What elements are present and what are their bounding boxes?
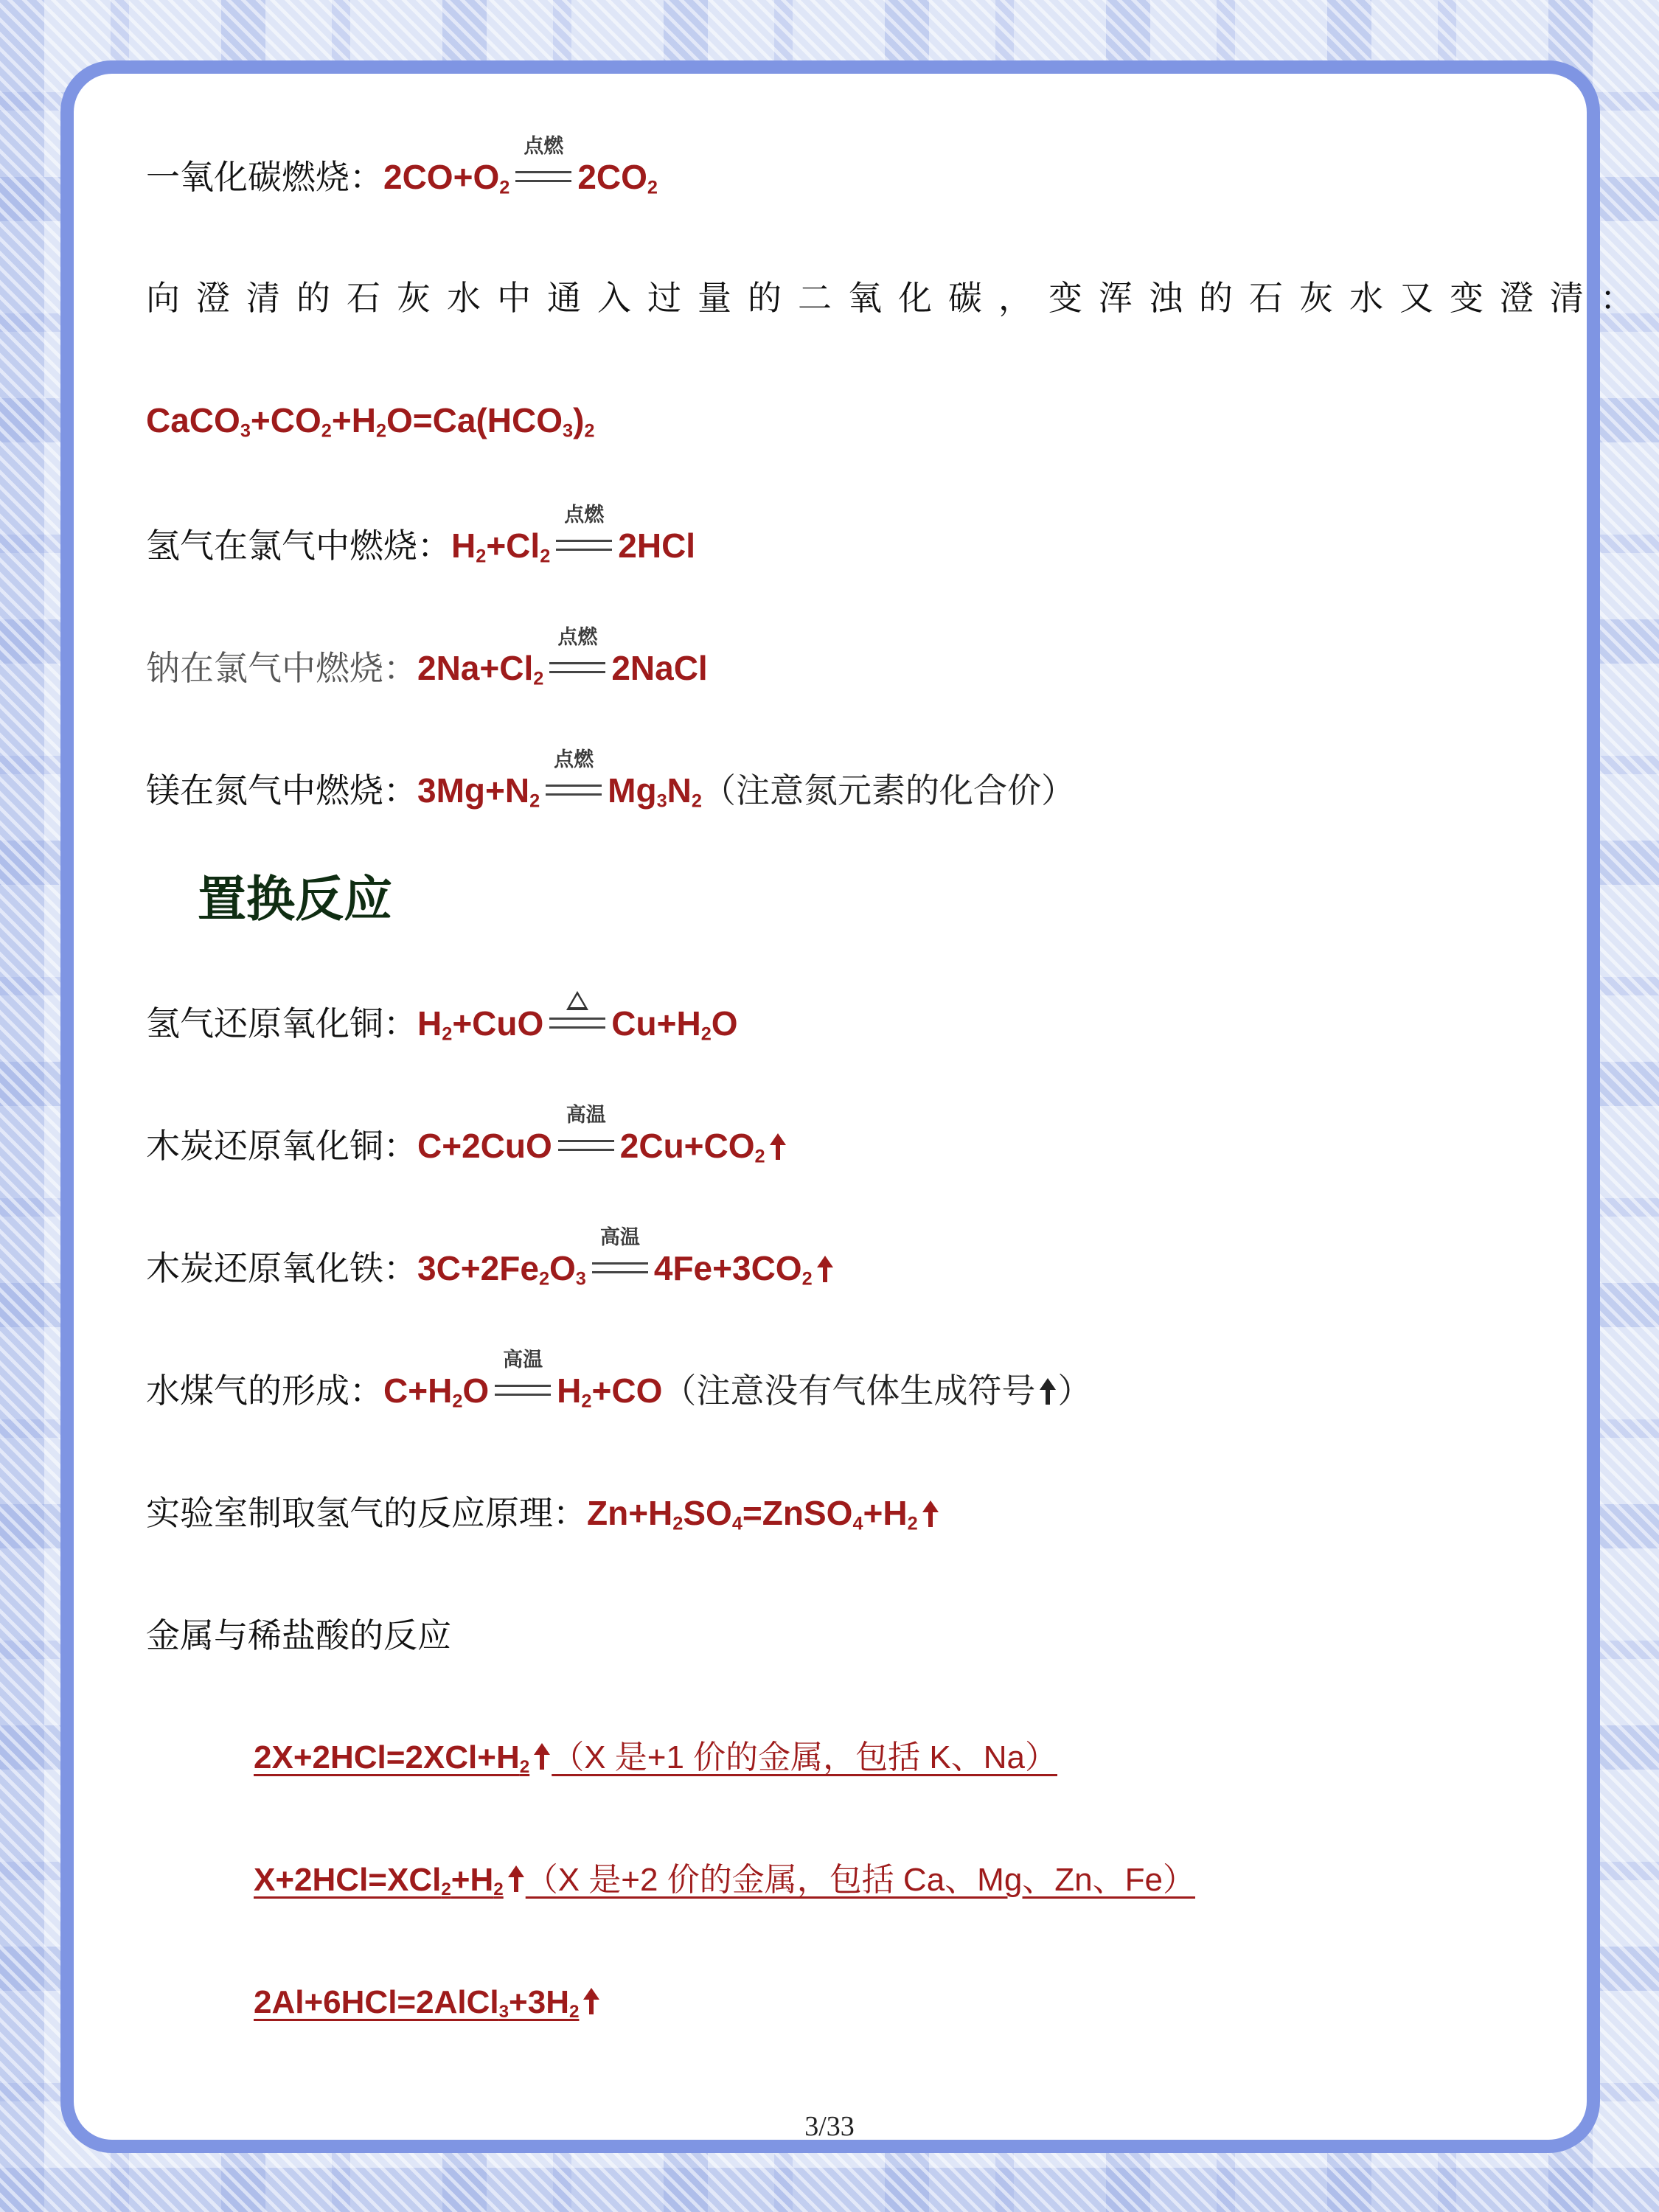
page-number: 3/33 xyxy=(804,2111,855,2142)
reaction-condition: 高温 xyxy=(558,1127,614,1156)
equation-line-carbon-iron-oxide xyxy=(146,1225,835,1290)
reaction-condition: 高温 xyxy=(592,1249,648,1279)
equation-line-lab-hydrogen xyxy=(146,1491,940,1535)
reaction-condition: 点燃 xyxy=(546,771,602,801)
equation: $2CO+O_2$ 点燃 $2CO_2$ xyxy=(383,134,658,198)
equation: $C+H_2O$ 高温 $H_2+CO$ xyxy=(383,1348,663,1412)
section-heading: 置换反应 xyxy=(198,871,392,928)
equation: $H_2+Cl_2$ 点燃 2HCl xyxy=(451,503,696,567)
reaction-condition: 点燃 xyxy=(515,158,571,187)
text-line-limewater xyxy=(146,276,1650,320)
equation-line-co-combustion xyxy=(146,134,658,199)
equation: $3C+2Fe_2O_3$ 高温 $4Fe+3CO_2$ xyxy=(417,1249,835,1287)
line-label: 实验室制取氢气的反应原理： xyxy=(146,1493,587,1533)
page-card xyxy=(60,60,1600,2153)
note-text: （注意氮元素的化合价） xyxy=(701,771,1075,810)
rule-line-monovalent: $2X+2HCl=2XCl+H_2$ （X 是+1 价的金属，包括 K、Na） xyxy=(254,1739,1057,1778)
gas-arrow-icon xyxy=(1038,1377,1057,1406)
equation: $H_2+CuO$ $Cu+H_2O$ xyxy=(417,1004,738,1043)
equation-line-sodium-chlorine xyxy=(146,625,708,690)
rule-line-aluminum: $2Al+6HCl=2AlCl_3+3H_2$ xyxy=(254,1980,601,2025)
equation: $CaCO_3+CO_2+H_2O=Ca(HCO_3)_2$ xyxy=(146,401,595,442)
gas-arrow-icon xyxy=(815,1254,835,1284)
line-label: 镁在氮气中燃烧： xyxy=(146,771,417,810)
reaction-condition: 点燃 xyxy=(556,526,612,556)
line-label: 向澄清的石灰水中通入过量的二氧化碳，变浑浊的石灰水又变澄清： xyxy=(146,278,1650,318)
line-label: 氢气在氯气中燃烧： xyxy=(146,526,451,566)
note-text-end: ） xyxy=(1057,1371,1092,1411)
equation-line-calcium-bicarbonate xyxy=(146,398,594,442)
equation-line-water-gas xyxy=(146,1348,1092,1413)
equation-line-carbon-copper-oxide xyxy=(146,1103,787,1168)
line-label: 一氧化碳燃烧： xyxy=(146,157,383,197)
gas-arrow-icon xyxy=(582,1986,601,2016)
equation-line-hydrogen-chlorine xyxy=(146,503,696,568)
text-line-metals-hcl xyxy=(146,1613,451,1658)
gas-arrow-icon xyxy=(921,1499,940,1528)
rule-line-divalent: $X+2HCl=XCl_2+H_2$ （X 是+2 价的金属，包括 Ca、Mg、Zn、Fe） xyxy=(254,1862,1195,1900)
gas-arrow-icon xyxy=(507,1864,526,1893)
gas-arrow-icon xyxy=(532,1742,552,1771)
triangle-icon xyxy=(566,991,588,1010)
equation: $2Na+Cl_2$ 点燃 2NaCl xyxy=(417,625,708,689)
equation-line-magnesium-nitrogen xyxy=(146,748,1075,813)
equation: C+2CuO 高温 $2Cu+CO_2$ xyxy=(417,1127,787,1165)
heating-condition xyxy=(549,1004,605,1034)
line-label: 氢气还原氧化铜： xyxy=(146,1004,417,1043)
gas-arrow-icon xyxy=(768,1132,787,1161)
equation-line-hydrogen-copper-oxide xyxy=(146,1001,738,1046)
reaction-condition: 点燃 xyxy=(549,649,605,678)
line-label: 木炭还原氧化铁： xyxy=(146,1248,417,1288)
equation: $Zn+H_2SO_4=ZnSO_4+H_2$ xyxy=(587,1494,940,1532)
line-label: 水煤气的形成： xyxy=(146,1371,383,1411)
equation: $3Mg+N_2$ 点燃 $Mg_3N_2$ xyxy=(417,748,702,812)
line-label: 金属与稀盐酸的反应 xyxy=(146,1615,451,1655)
line-label: 钠在氯气中燃烧： xyxy=(146,648,417,688)
note-text: （注意没有气体生成符号 xyxy=(662,1371,1036,1411)
reaction-condition: 高温 xyxy=(495,1371,551,1401)
line-label: 木炭还原氧化铜： xyxy=(146,1126,417,1166)
